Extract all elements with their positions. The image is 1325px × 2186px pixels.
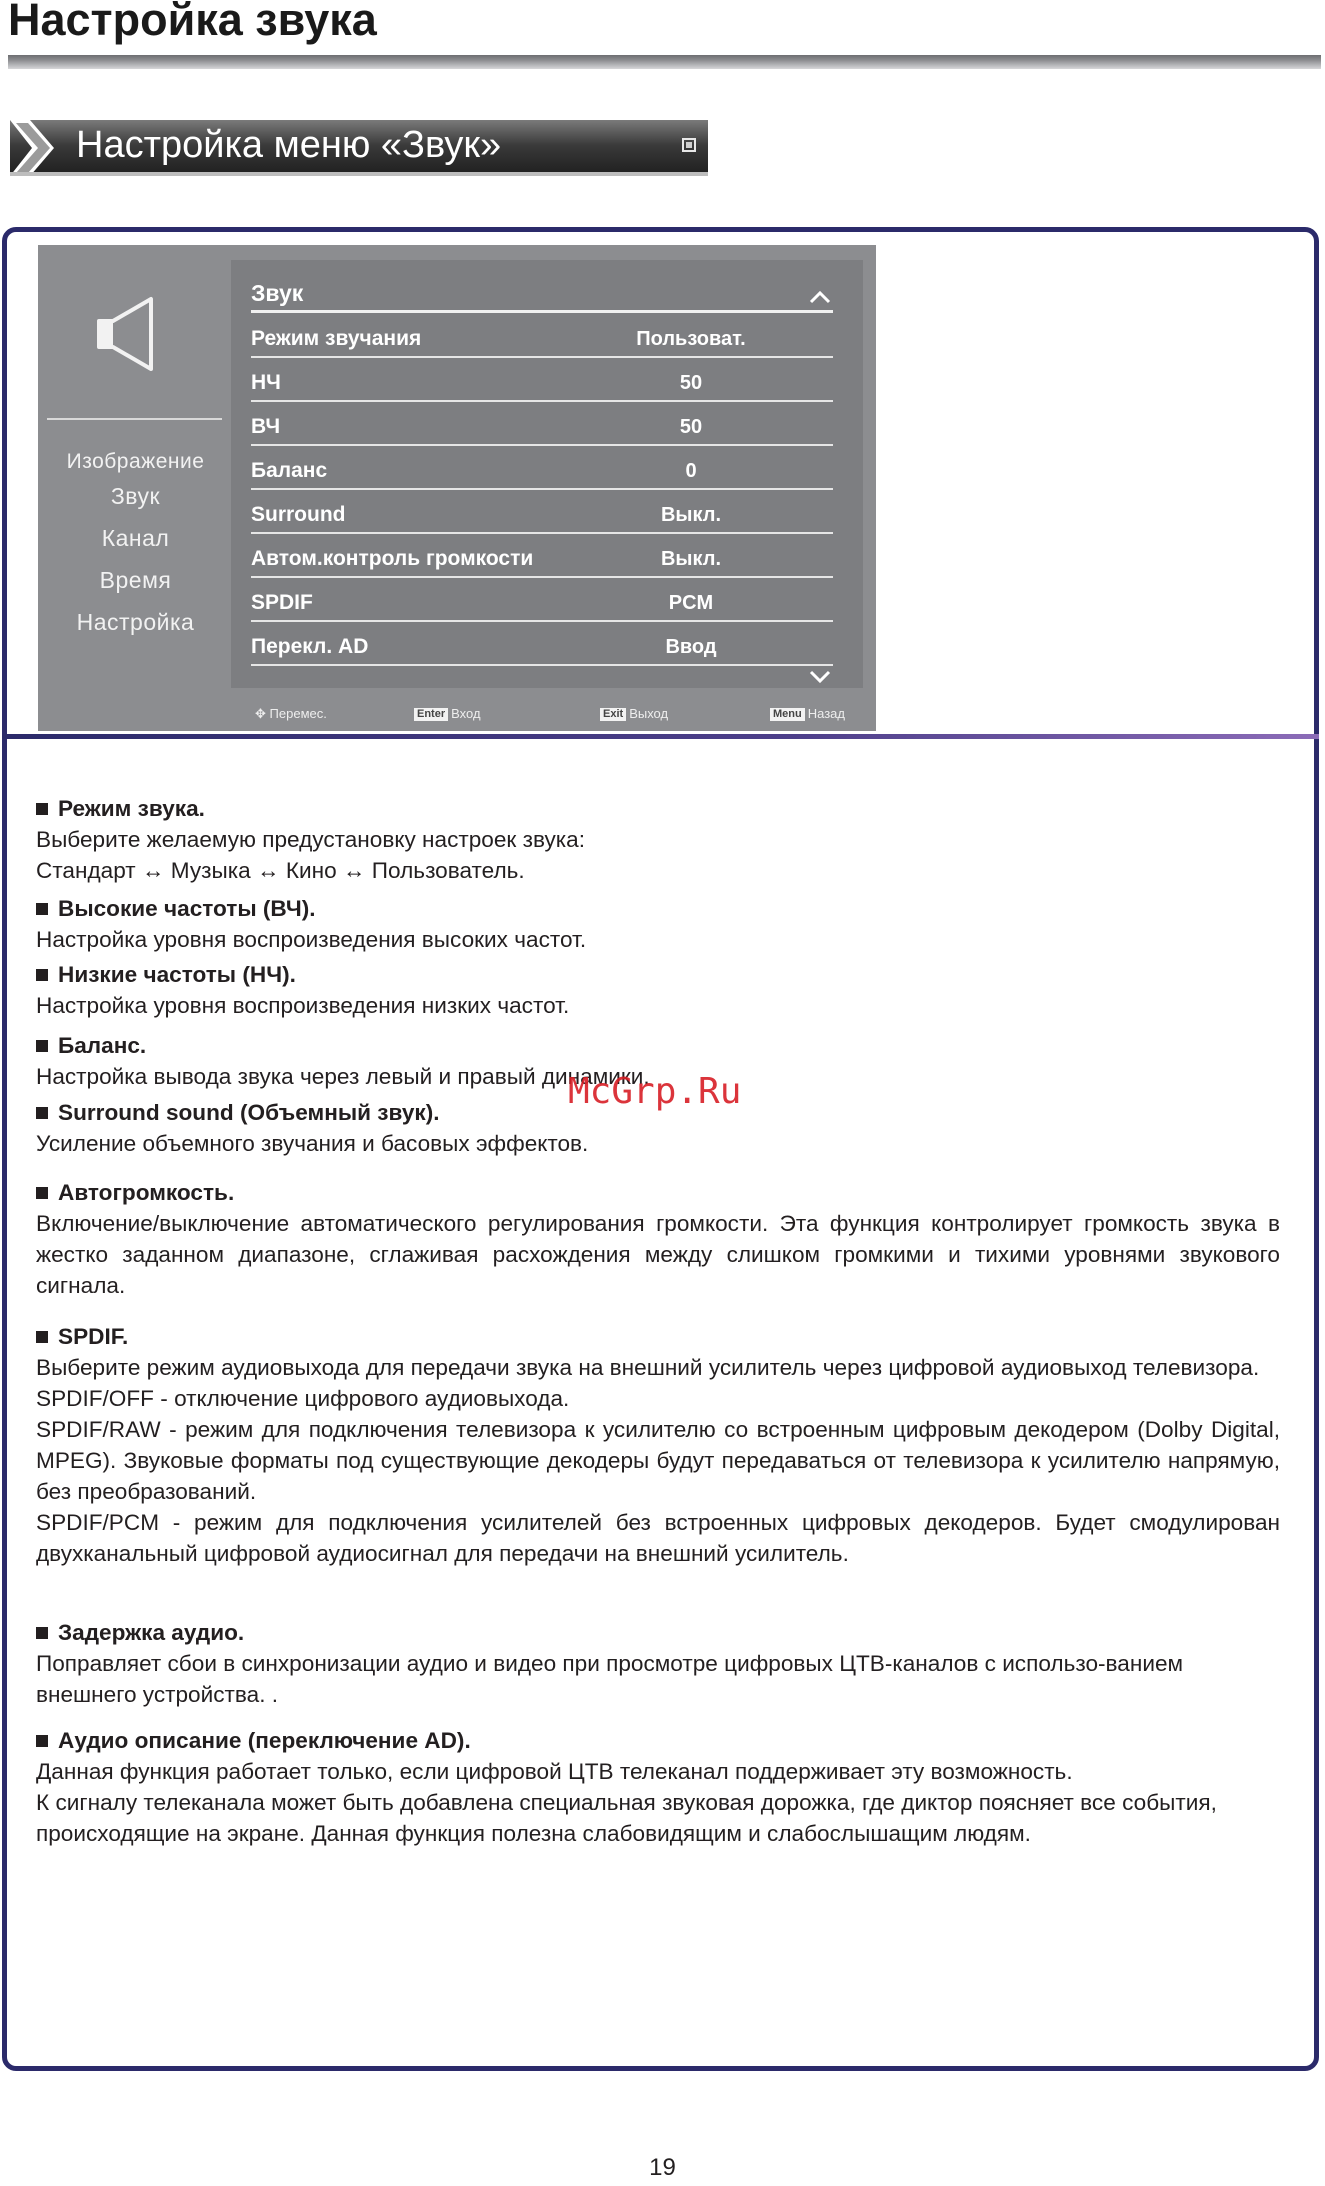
section-heading: Автогромкость. — [58, 1180, 235, 1205]
menu-row-label: Surround — [251, 503, 346, 526]
section-text: SPDIF/OFF - отключение цифрового аудиовыхода. — [36, 1386, 570, 1411]
menu-row-value: 50 — [679, 372, 703, 394]
panel-title: Звук — [251, 280, 304, 306]
section-text: SPDIF/PCM - режим для подключения усилителей без встроенных цифровых декодеров. Будет смодулирован двухканальный цифровой аудиосигнал для передачи на внешний усилитель. — [36, 1510, 1280, 1566]
section-heading: Surround sound (Объемный звук). — [58, 1100, 440, 1125]
exit-key-badge: Exit — [600, 708, 626, 721]
bullet-square-icon — [36, 903, 48, 915]
category-separator — [47, 418, 222, 420]
chevron-up-icon — [809, 290, 831, 304]
category-setup: Настройка — [76, 609, 195, 635]
section-text: Выберите режим аудиовыхода для передачи звука на внешний усилитель через цифровой аудиовыход телевизора. — [36, 1355, 1260, 1380]
menu-row-surround — [251, 490, 833, 534]
menu-row-label: НЧ — [251, 371, 281, 394]
hint-exit: Exit Выход — [600, 706, 668, 721]
category-channel: Канал — [101, 525, 170, 551]
section-sound-mode — [36, 793, 1280, 886]
menu-row-value: PCM — [668, 592, 714, 614]
section-heading: Низкие частоты (НЧ). — [58, 962, 296, 987]
section-text: Выберите желаемую предустановку настроек звука: — [36, 827, 585, 852]
menu-row-value: 0 — [685, 460, 697, 482]
section-audio-description — [36, 1725, 1280, 1849]
menu-row-ad-switch — [251, 622, 833, 666]
bullet-square-icon — [36, 1735, 48, 1747]
menu-row-auto-volume — [251, 534, 833, 578]
bullet-square-icon — [36, 1040, 48, 1052]
title-rule — [8, 55, 1321, 69]
menu-row-value: 50 — [679, 416, 703, 438]
menu-row-label: Режим звучания — [251, 327, 422, 350]
section-spdif — [36, 1321, 1280, 1569]
panel-title-rule — [251, 310, 833, 313]
section-text: Настройка уровня воспроизведения низких частот. — [36, 993, 570, 1018]
menu-row-spdif — [251, 578, 833, 622]
bullet-square-icon — [36, 1331, 48, 1343]
menu-row-label: Автом.контроль громкости — [251, 547, 534, 570]
section-text: Стандарт ↔ Музыка ↔ Кино ↔ Пользователь. — [36, 858, 525, 883]
section-text: Данная функция работает только, если цифровой ЦТВ телеканал поддерживает эту возможность. — [36, 1759, 1073, 1784]
section-text: Включение/выключение автоматического регулирования громкости. Эта функция контролирует громкость звука в жестко заданном диапазоне, сглаживая расхождения между слишком громкими и тихими уровнями звукового сигнала. — [36, 1211, 1280, 1298]
menu-row-treble — [251, 402, 833, 446]
section-text: Усиление объемного звучания и басовых эффектов. — [36, 1131, 589, 1156]
menu-square-icon — [682, 138, 696, 152]
menu-row-balance — [251, 446, 833, 490]
section-text: SPDIF/RAW - режим для подключения телевизора к усилителю со встроенным цифровым декодером (Dolby Digital, MPEG). Звуковые форматы под существующие декодеры будут передаваться от телевизора к усилителю напрямую, без преобразований. — [36, 1417, 1280, 1504]
section-text: К сигналу телеканала может быть добавлена специальная звуковая дорожка, где диктор поясняет все события, происходящие на экране. Данная функция полезна слабовидящим и слабослышащим людям. — [36, 1790, 1217, 1846]
bullet-square-icon — [36, 1107, 48, 1119]
menu-row-label: Перекл. AD — [251, 635, 369, 658]
bullet-square-icon — [36, 803, 48, 815]
hint-menu: Menu Назад — [770, 706, 845, 721]
menu-row-value: Выкл. — [660, 548, 722, 570]
menu-row-label: SPDIF — [251, 591, 313, 614]
section-text: Настройка уровня воспроизведения высоких частот. — [36, 927, 587, 952]
section-heading: Задержка аудио. — [58, 1620, 245, 1645]
tv-menu-screenshot — [38, 245, 876, 731]
category-picture: Изображение — [66, 450, 205, 473]
move-arrows-icon: ✥ — [255, 706, 266, 721]
section-banner — [10, 120, 708, 176]
section-text: Поправляет сбои в синхронизации аудио и видео при просмотре цифровых ЦТВ-каналов с использо-ванием внешнего устройства. . — [36, 1651, 1184, 1707]
menu-row-value: Ввод — [665, 636, 717, 658]
section-heading: Высокие частоты (ВЧ). — [58, 896, 316, 921]
bullet-square-icon — [36, 1187, 48, 1199]
menu-row-value: Пользоват. — [636, 328, 746, 350]
menu-row-bass — [251, 358, 833, 402]
menu-row-value: Выкл. — [660, 504, 722, 526]
section-text: Настройка вывода звука через левый и правый динамики. — [36, 1064, 650, 1089]
category-time: Время — [99, 567, 172, 593]
menu-row-label: Баланс — [251, 459, 328, 482]
hint-move: ✥ Перемес. — [255, 706, 327, 721]
watermark: McGrp.Ru — [568, 1071, 742, 1112]
bullet-square-icon — [36, 1627, 48, 1639]
section-banner-label: Настройка меню «Звук» — [76, 124, 502, 166]
page-number: 19 — [649, 2154, 676, 2181]
menu-row-sound-mode — [251, 314, 833, 358]
section-heading: Режим звука. — [58, 796, 205, 821]
section-heading: Аудио описание (переключение AD). — [58, 1728, 471, 1753]
menu-row-label: ВЧ — [251, 415, 281, 438]
enter-key-badge: Enter — [414, 708, 448, 721]
speaker-icon — [95, 293, 157, 375]
hint-enter: Enter Вход — [414, 706, 481, 721]
section-audio-delay — [36, 1617, 1280, 1710]
section-heading: Баланс. — [58, 1033, 147, 1058]
frame-divider — [7, 734, 1319, 739]
chevron-down-icon — [809, 670, 831, 684]
section-heading: SPDIF. — [58, 1324, 129, 1349]
page-title: Настройка звука — [8, 0, 377, 45]
category-sound: Звук — [110, 483, 161, 509]
sound-settings-panel — [231, 260, 863, 688]
section-auto-volume — [36, 1177, 1280, 1301]
menu-key-badge: Menu — [770, 708, 805, 721]
section-bass — [36, 959, 1280, 1021]
bullet-square-icon — [36, 969, 48, 981]
section-treble — [36, 893, 1280, 955]
